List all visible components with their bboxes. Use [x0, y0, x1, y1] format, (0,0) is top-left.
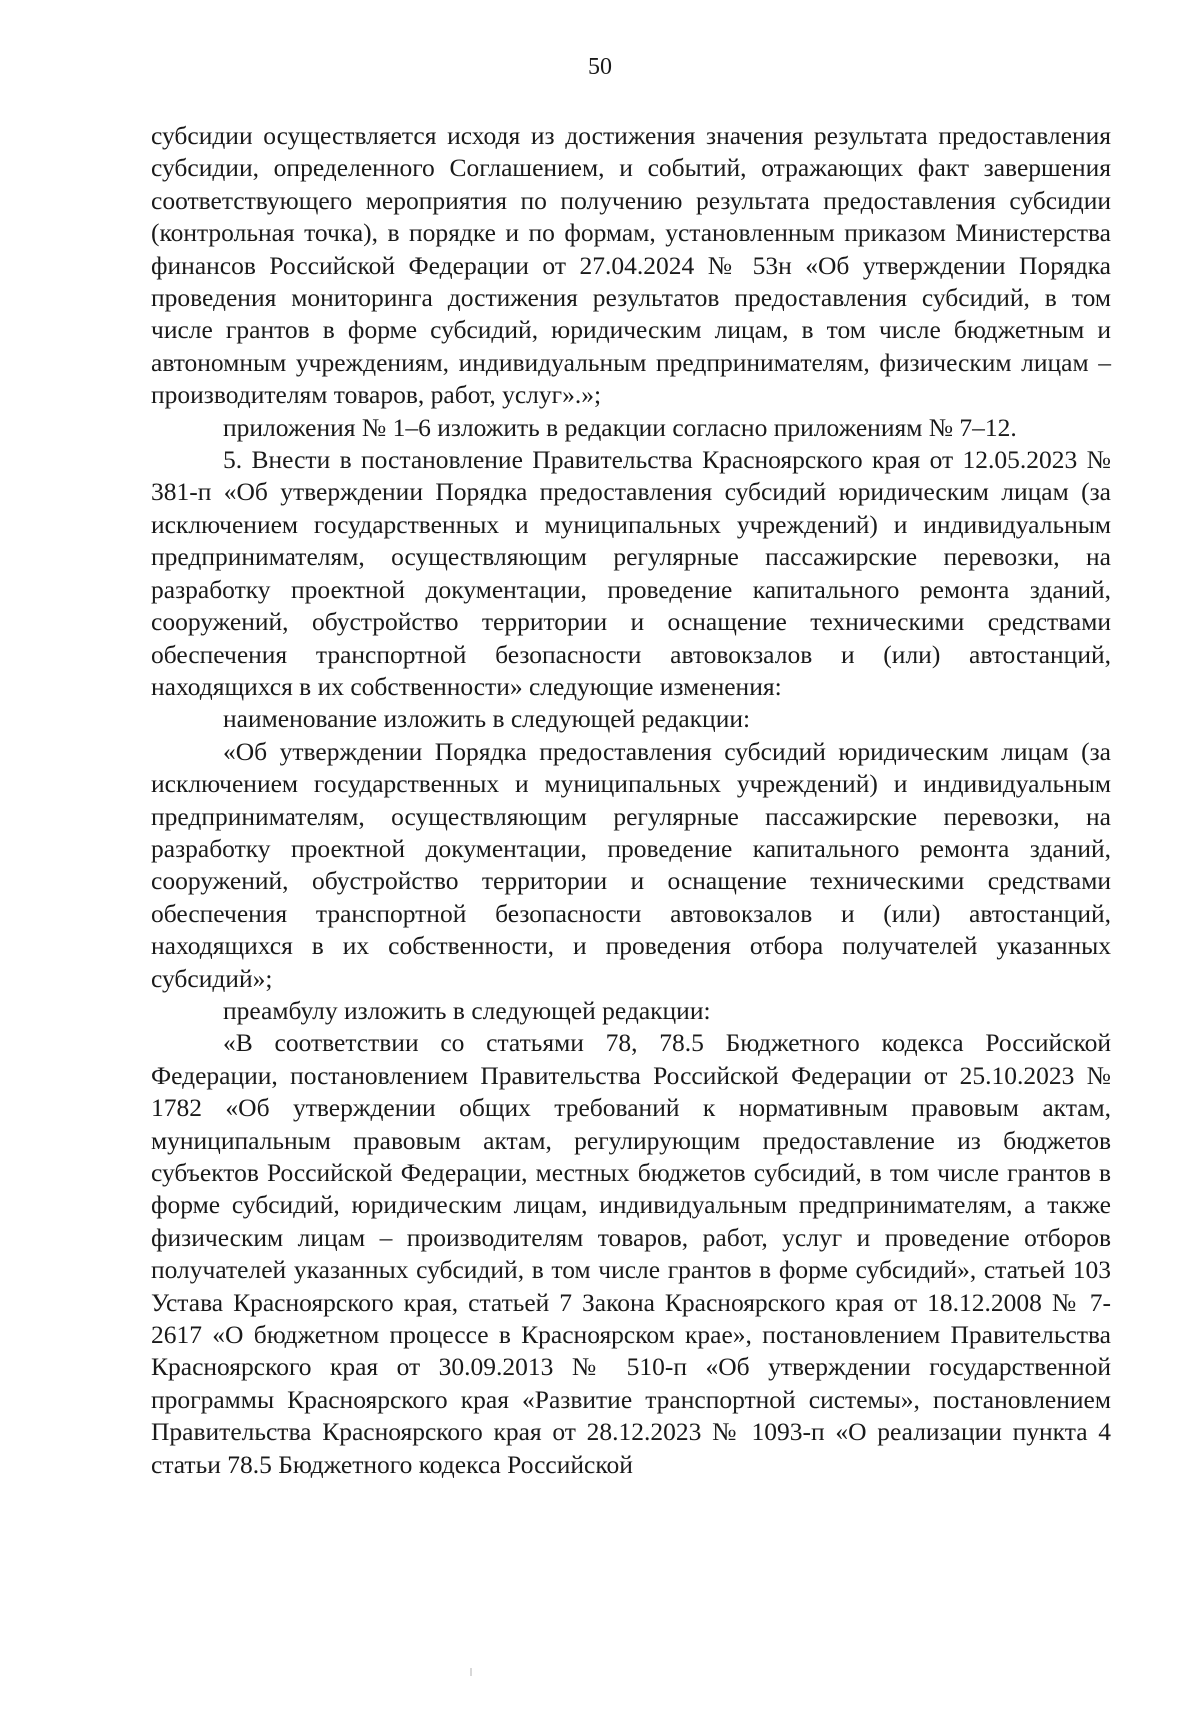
document-body	[151, 120, 1111, 1481]
paragraph-subsidy-monitoring: субсидии осуществляется исходя из достижения значения результата предоставления субсидии, определенного Соглашением, и событий, отражающих факт завершения соответствующего мероприятия по получению результата предоставления субсидии (контрольная точка), в порядке и по формам, установленным приказом Министерства финансов Российской Федерации от 27.04.2024 № 53н «Об утверждении Порядка проведения мониторинга достижения результатов предоставления субсидий, в том числе грантов в форме субсидий, юридическим лицам, в том числе бюджетным и автономным учреждениям, индивидуальным предпринимателям, физическим лицам – производителям товаров, работ, услуг».»;	[151, 121, 1111, 410]
paragraph-preamble-change: преамбулу изложить в следующей редакции:	[223, 995, 711, 1025]
paragraph-title-change: наименование изложить в следующей редакции:	[223, 704, 751, 734]
paragraph-item-5: 5. Внести в постановление Правительства Красноярского края от 12.05.2023 № 381-п «Об утверждении Порядка предоставления субсидий юридическим лицам (за исключением государственных и муниципальных учреждений) и индивидуальным предпринимателям, осуществляющим регулярные пассажирские перевозки, на разработку проектной документации, проведение капитального ремонта зданий, сооружений, обустройство территории и оснащение техническими средствами обеспечения транспортной безопасности автовокзалов и (или) автостанций, находящихся в их собственности» следующие изменения:	[151, 445, 1111, 701]
page-number: 50	[588, 54, 612, 80]
scan-artifact	[470, 1668, 472, 1676]
paragraph-new-preamble: «В соответствии со статьями 78, 78.5 Бюджетного кодекса Российской Федерации, постановлением Правительства Российской Федерации от 25.10.2023 № 1782 «Об утверждении общих требований к нормативным правовым актам, муниципальным правовым актам, регулирующим предоставление из бюджетов субъектов Российской Федерации, местных бюджетов субсидий, в том числе грантов в форме субсидий, юридическим лицам, индивидуальным предпринимателям, а также физическим лицам – производителям товаров, работ, услуг и проведение отборов получателей указанных субсидий, в том числе грантов в форме субсидий», статьей 103 Устава Красноярского края, статьей 7 Закона Красноярского края от 18.12.2008 № 7-2617 «О бюджетном процессе в Красноярском крае», постановлением Правительства Красноярского края от 30.09.2013 № 510-п «Об утверждении государственной программы Красноярского края «Развитие транспортной системы», постановлением Правительства Красноярского края от 28.12.2023 № 1093-п «О реализации пункта 4 статьи 78.5 Бюджетного кодекса Российской	[151, 1028, 1111, 1479]
paragraph-appendices: приложения № 1–6 изложить в редакции согласно приложениям № 7–12.	[223, 412, 1017, 442]
paragraph-new-title: «Об утверждении Порядка предоставления субсидий юридическим лицам (за исключением государственных и муниципальных учреждений) и индивидуальным предпринимателям, осуществляющим регулярные пассажирские перевозки, на разработку проектной документации, проведение капитального ремонта зданий, сооружений, обустройство территории и оснащение техническими средствами обеспечения транспортной безопасности автовокзалов и (или) автостанций, находящихся в их собственности, и проведения отбора получателей указанных субсидий»;	[151, 736, 1111, 993]
